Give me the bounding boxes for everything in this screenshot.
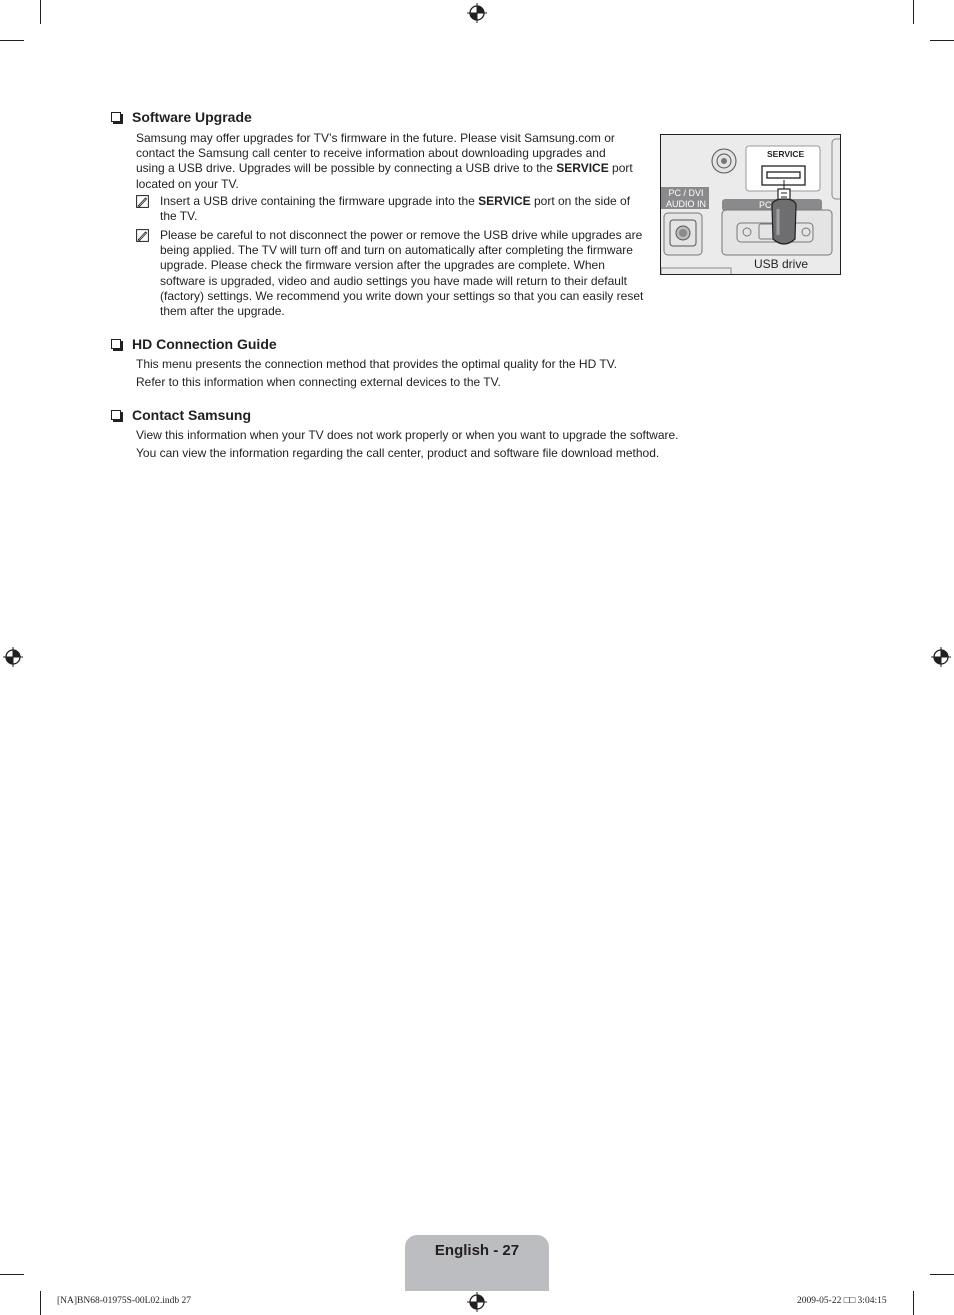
text-line: View this information when your TV does not work properly or when you want to upgrade the software.	[136, 428, 679, 442]
note-icon	[136, 229, 149, 242]
text-line: You can view the information regarding the call center, product and software file download method.	[136, 446, 660, 460]
text-line: Samsung may offer upgrades for TV’s firmware in the future. Please visit Samsung.com or	[136, 131, 615, 145]
checkbox-bullet-icon	[111, 410, 121, 420]
crop-mark	[930, 40, 954, 41]
pc-dvi-label-line: PC / DVI	[668, 188, 704, 198]
crop-mark	[913, 0, 914, 24]
section-title: Software Upgrade	[132, 109, 252, 125]
print-slug-file: [NA]BN68-01975S-00L02.indb 27	[57, 1296, 192, 1306]
registration-mark-icon	[931, 647, 951, 667]
text-line: the TV.	[160, 209, 198, 224]
pc-port-label: PC	[759, 200, 772, 210]
service-emphasis: SERVICE	[478, 194, 531, 208]
print-slug-date: 2009-05-22 □□ 3:04:15	[797, 1296, 887, 1306]
text-line: Please be careful to not disconnect the power or remove the USB drive while upgrades are	[160, 228, 643, 242]
registration-mark-icon	[467, 1292, 487, 1312]
registration-mark-icon	[467, 3, 487, 23]
tv-service-port-illustration	[660, 134, 841, 275]
note-text	[160, 228, 654, 319]
crop-mark	[930, 1274, 954, 1275]
text-line: Refer to this information when connecting external devices to the TV.	[136, 375, 501, 389]
section-heading-software-upgrade	[111, 109, 252, 126]
note-icon	[136, 195, 149, 208]
text-line	[136, 161, 656, 176]
crop-mark	[40, 0, 41, 24]
section-heading-hd-connection-guide	[111, 336, 277, 353]
crop-mark	[913, 1291, 914, 1315]
text-run: port on the side of	[530, 194, 631, 208]
software-upgrade-intro	[136, 131, 656, 192]
section-title: Contact Samsung	[132, 407, 252, 423]
section-title: HD Connection Guide	[132, 336, 277, 352]
audio-in-label-line: AUDIO IN	[665, 199, 706, 209]
text-line: located on your TV.	[136, 176, 239, 191]
text-line: being applied. The TV will turn off and turn on automatically after completing the firmware	[160, 243, 633, 258]
checkbox-bullet-icon	[111, 112, 121, 122]
crop-mark	[40, 1291, 41, 1315]
crop-mark	[0, 40, 24, 41]
text-line	[160, 194, 654, 209]
text-line: upgrade. Please check the firmware version after the upgrades are complete. When	[160, 258, 605, 273]
usb-drive-label: USB drive	[754, 257, 809, 271]
text-line: them after the upgrade.	[160, 304, 285, 319]
text-line: This menu presents the connection method that provides the optimal quality for the HD TV.	[136, 357, 617, 371]
pc-dvi-audio-label	[663, 188, 709, 210]
crop-mark	[0, 1274, 24, 1275]
page-number: English - 27	[434, 1242, 520, 1259]
checkbox-bullet-icon	[111, 339, 121, 349]
text-run: using a USB drive. Upgrades will be possible by connecting a USB drive to the	[136, 161, 557, 176]
note-text	[160, 194, 654, 224]
text-line: software is upgraded, video and audio settings you have made will return to their default	[160, 273, 627, 288]
text-run: Insert a USB drive containing the firmware upgrade into the	[160, 194, 479, 208]
text-run: port	[608, 161, 633, 176]
service-emphasis: SERVICE	[556, 161, 609, 176]
text-line: contact the Samsung call center to receive information about downloading upgrades and	[136, 146, 606, 161]
section-heading-contact-samsung	[111, 407, 251, 424]
registration-mark-icon	[3, 647, 23, 667]
text-line: (factory) settings. We recommend you write down your settings so that you can easily reset	[160, 288, 644, 303]
service-port-label: SERVICE	[767, 149, 805, 159]
